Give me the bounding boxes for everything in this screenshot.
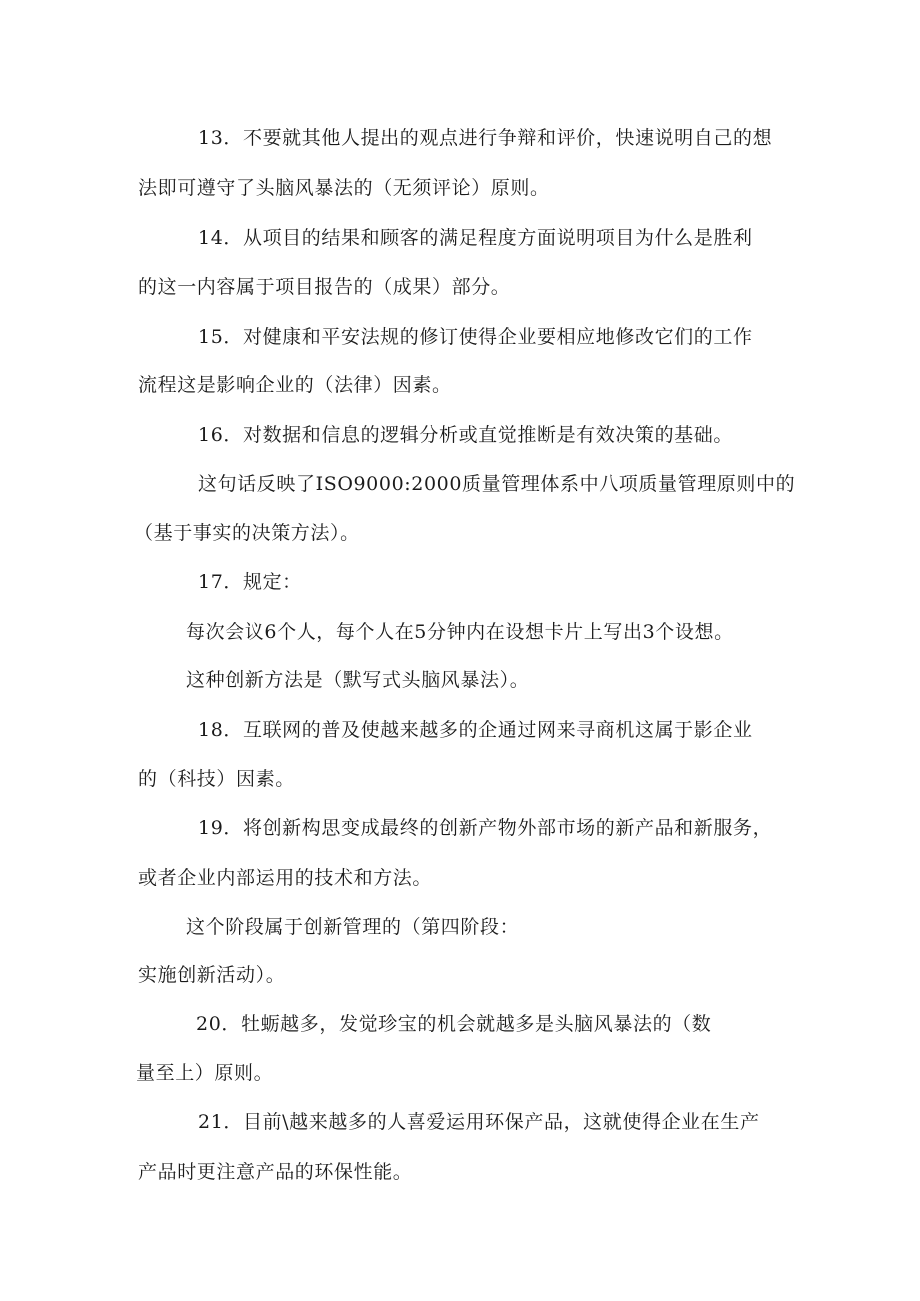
q14-line-1: 14．从项目的结果和顾客的满足程度方面说明项目为什么是胜利: [198, 227, 753, 249]
q15-line-1: 15．对健康和平安法规的修订使得企业要相应地修改它们的工作: [198, 326, 753, 348]
q21-line-2: 产品时更注意产品的环保性能。: [138, 1161, 413, 1183]
q19-line-4: 实施创新活动）。: [138, 964, 286, 986]
q13-line-1: 13．不要就其他人提出的观点进行争辩和评价，快速说明自己的想: [198, 127, 773, 149]
q13-line-2: 法即可遵守了头脑风暴法的（无须评论）原则。: [138, 177, 550, 199]
q15-line-2: 流程这是影响企业的（法律）因素。: [138, 374, 452, 396]
q20-line-2: 量至上）原则。: [136, 1062, 274, 1084]
q17-line-1: 17．规定：: [198, 571, 302, 593]
q18-line-1: 18．互联网的普及使越来越多的企通过网来寻商机这属于影企业: [198, 719, 753, 741]
q19-line-2: 或者企业内部运用的技术和方法。: [138, 867, 433, 889]
q16-line-3: （基于事实的决策方法）。: [134, 522, 360, 544]
q20-line-1: 20．牡蛎越多，发觉珍宝的机会就越多是头脑风暴法的（数: [196, 1013, 712, 1035]
q16-line-1: 16．对数据和信息的逻辑分析或直觉推断是有效决策的基础。: [198, 424, 733, 446]
q16-line-2: 这句话反映了ISO9000:2000质量管理体系中八项质量管理原则中的: [198, 473, 796, 495]
q19-line-1: 19．将创新构思变成最终的创新产物外部市场的新产品和新服务，: [198, 817, 773, 839]
q14-line-2: 的这一内容属于项目报告的（成果）部分。: [138, 276, 511, 298]
q21-line-1: 21．目前\越来越多的人喜爱运用环保产品，这就使得企业在生产: [198, 1111, 760, 1133]
q17-line-2: 每次会议6个人，每个人在5分钟内在设想卡片上写出3个设想。: [186, 621, 734, 643]
q17-line-3: 这种创新方法是（默写式头脑风暴法）。: [186, 669, 530, 691]
q18-line-2: 的（科技）因素。: [138, 768, 295, 790]
q19-line-3: 这个阶段属于创新管理的（第四阶段：: [186, 916, 520, 938]
